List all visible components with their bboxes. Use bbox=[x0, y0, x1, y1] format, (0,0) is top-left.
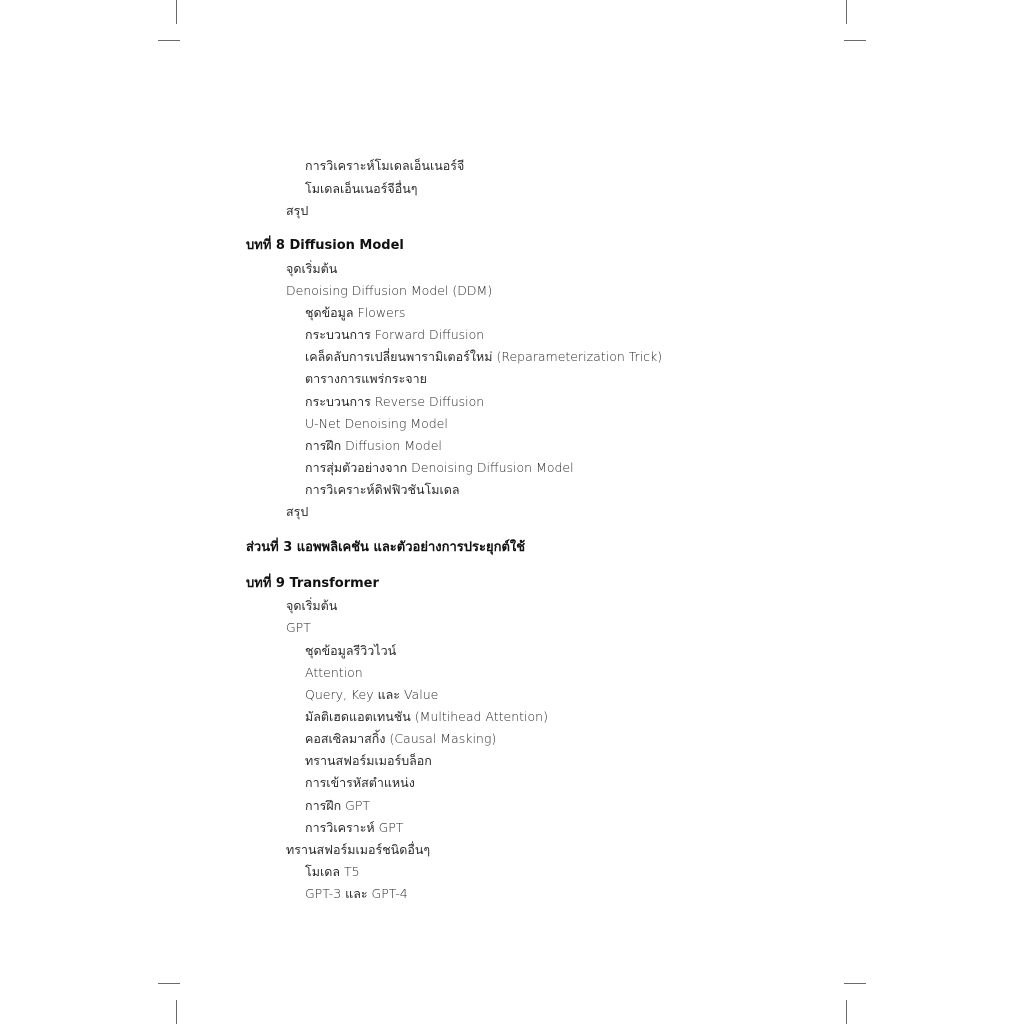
toc-entry: การวิเคราะห์ดิฟฟิวชันโมเดล bbox=[305, 482, 460, 497]
toc-entry: การสุ่มตัวอย่างจาก Denoising Diffusion Model bbox=[305, 460, 574, 475]
part-heading: ส่วนที่ 3 แอพพลิเคชัน และตัวอย่างการประยุกต์ใช้ bbox=[246, 540, 526, 555]
toc-entry: สรุป bbox=[286, 504, 309, 519]
toc-entry: ตารางการแพร่กระจาย bbox=[305, 371, 427, 386]
toc-entry: คอสเซิลมาสกิ้ง (Causal Masking) bbox=[305, 731, 497, 746]
toc-entry: ชุดข้อมูล Flowers bbox=[305, 305, 406, 320]
toc-entry: การเข้ารหัสตำแหน่ง bbox=[305, 775, 415, 790]
toc-entry: กระบวนการ Forward Diffusion bbox=[305, 327, 485, 342]
chapter-heading: บทที่ 9 Transformer bbox=[246, 576, 379, 591]
toc-entry: โมเดล T5 bbox=[305, 864, 360, 879]
toc-entry: Attention bbox=[305, 665, 363, 680]
toc-entry: ชุดข้อมูลรีวิวไวน์ bbox=[305, 643, 397, 658]
toc-entry: การวิเคราะห์โมเดลเอ็นเนอร์จี bbox=[305, 158, 465, 173]
toc-entry: กระบวนการ Reverse Diffusion bbox=[305, 394, 485, 409]
toc-entry: GPT bbox=[286, 620, 311, 635]
toc-entry: สรุป bbox=[286, 203, 309, 218]
toc-entry: ทรานสฟอร์มเมอร์ชนิดอื่นๆ bbox=[286, 842, 431, 857]
toc-entry: GPT-3 และ GPT-4 bbox=[305, 886, 408, 901]
toc-entry: เคล็ดลับการเปลี่ยนพารามิเตอร์ใหม่ (Reparameterization Trick) bbox=[305, 349, 663, 364]
toc-entry: มัลติเฮดแอตเทนชัน (Multihead Attention) bbox=[305, 709, 548, 724]
toc-entry: ทรานสฟอร์มเมอร์บล็อก bbox=[305, 753, 432, 768]
toc-entry: การวิเคราะห์ GPT bbox=[305, 820, 404, 835]
toc-entry: จุดเริ่มต้น bbox=[286, 261, 338, 276]
toc-entry: จุดเริ่มต้น bbox=[286, 598, 338, 613]
toc-entry: การฝึก GPT bbox=[305, 798, 371, 813]
toc-entry: Denoising Diffusion Model (DDM) bbox=[286, 283, 493, 298]
toc-entry: Query, Key และ Value bbox=[305, 687, 439, 702]
chapter-heading: บทที่ 8 Diffusion Model bbox=[246, 238, 404, 253]
toc-entry: การฝึก Diffusion Model bbox=[305, 438, 442, 453]
toc-entry: โมเดลเอ็นเนอร์จีอื่นๆ bbox=[305, 181, 418, 196]
toc-entry: U-Net Denoising Model bbox=[305, 416, 448, 431]
